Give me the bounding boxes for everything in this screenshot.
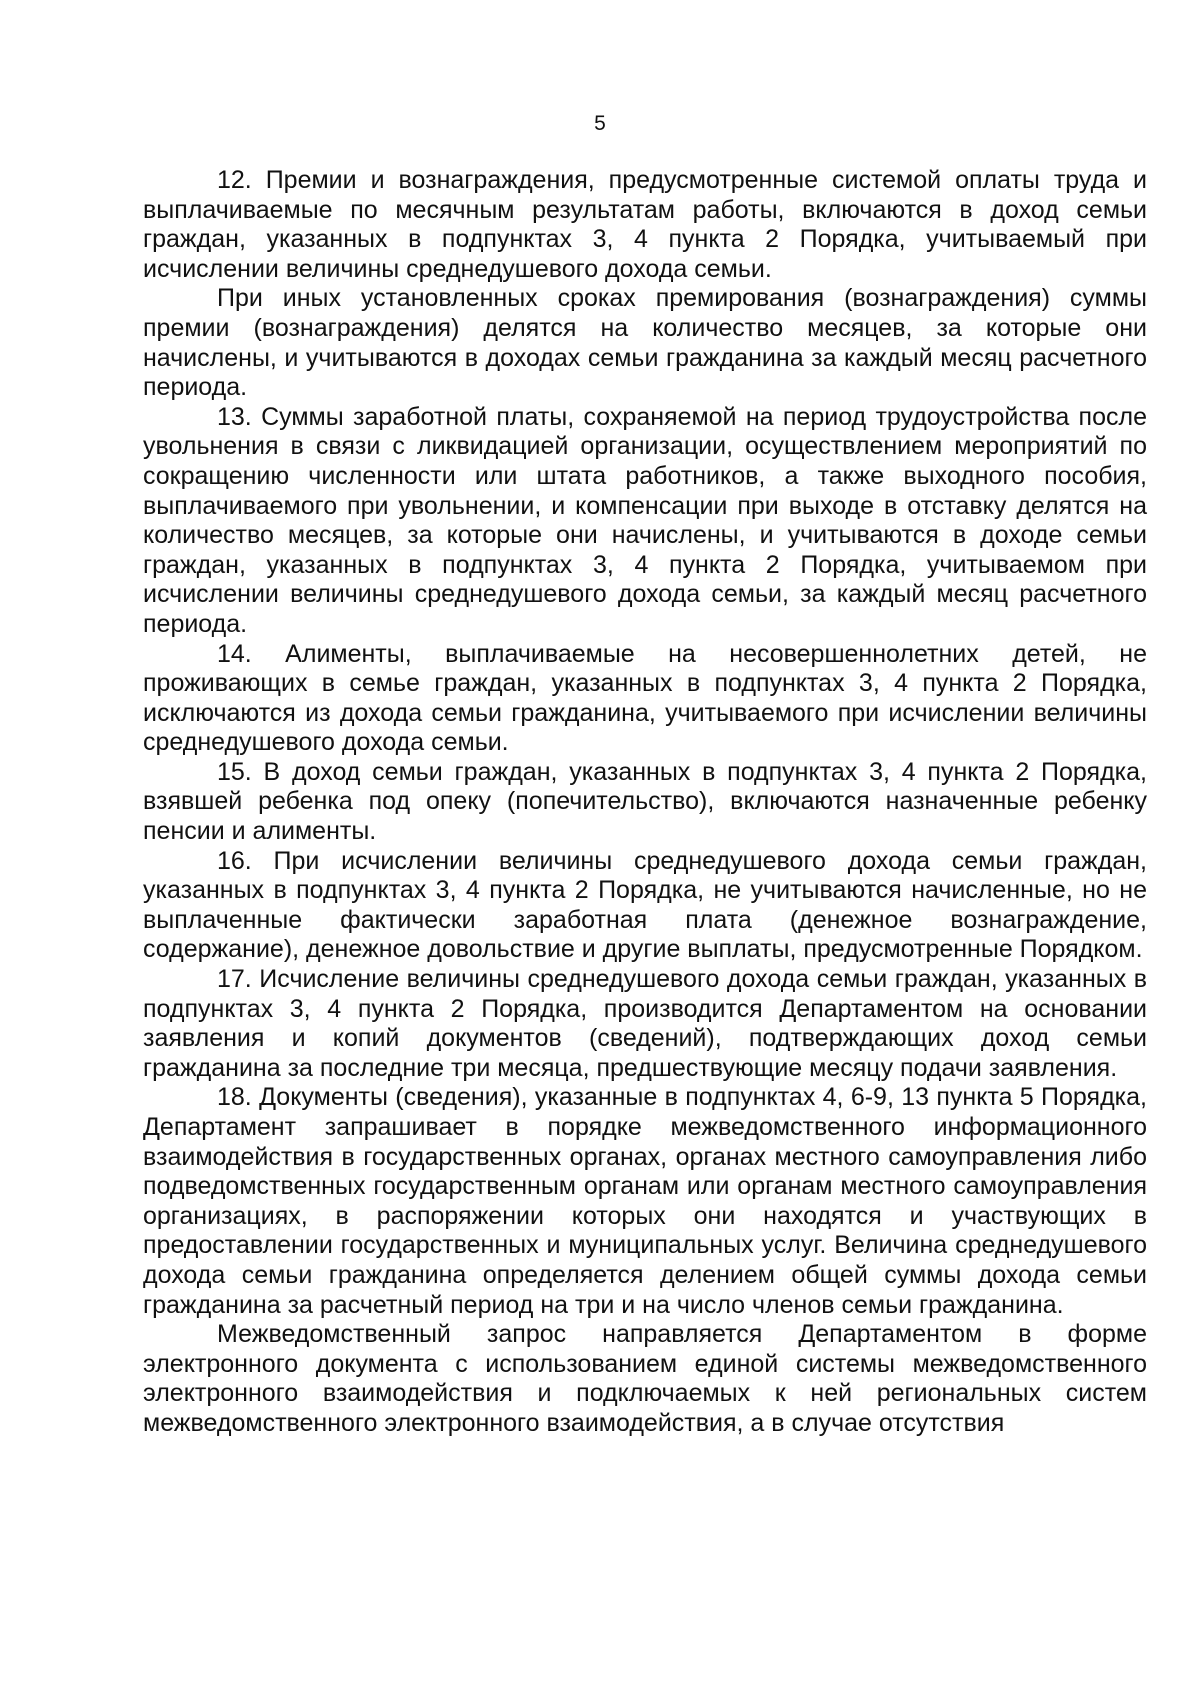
paragraph-14: 14. Алименты, выплачиваемые на несовершеннолетних детей, не проживающих в семье граждан, указанных в подпунктах 3, 4 пункта 2 Порядка, исключаются из дохода семьи гражданина, учитываемого при исчислении величины среднедушевого дохода семьи.: [143, 639, 1147, 757]
paragraph-12: 12. Премии и вознаграждения, предусмотренные системой оплаты труда и выплачиваемые по месячным результатам работы, включаются в доход семьи граждан, указанных в подпунктах 3, 4 пункта 2 Порядка, учитываемый при исчислении величины среднедушевого дохода семьи.: [143, 166, 1147, 283]
paragraph-12-bonus-periods: При иных установленных сроках премирования (вознаграждения) суммы премии (вознаграждения) делятся на количество месяцев, за которые они начислены, и учитываются в доходах семьи гражданина за каждый месяц расчетного периода.: [143, 284, 1147, 402]
paragraph-13: 13. Суммы заработной платы, сохраняемой на период трудоустройства после увольнения в связи с ликвидацией организации, осуществлением мероприятий по сокращению численности или штата работников, а также выходного пособия, выплачиваемого при увольнении, и компенсации при выходе в отставку делятся на количество месяцев, за которые они начислены, и учитываются в доходе семьи граждан, указанных в подпунктах 3, 4 пункта 2 Порядка, учитываемом при исчислении величины среднедушевого дохода семьи, за каждый месяц расчетного периода.: [143, 402, 1147, 638]
paragraph-16: 16. При исчислении величины среднедушевого дохода семьи граждан, указанных в подпунктах 3, 4 пункта 2 Порядка, не учитываются начисленные, но не выплаченные фактически заработная плата (денежное вознаграждение, содержание), денежное довольствие и другие выплаты, предусмотренные Порядком.: [143, 846, 1147, 964]
paragraph-15: 15. В доход семьи граждан, указанных в подпунктах 3, 4 пункта 2 Порядка, взявшей ребенка под опеку (попечительство), включаются назначенные ребенку пенсии и алименты.: [143, 757, 1147, 846]
paragraph-interagency-request: Межведомственный запрос направляется Департаментом в форме электронного документа с использованием единой системы межведомственного электронного взаимодействия и подключаемых к ней региональных систем межведомственного электронного взаимодействия, а в случае отсутствия: [143, 1320, 1147, 1437]
page-number: 5: [594, 112, 606, 135]
paragraph-18: 18. Документы (сведения), указанные в подпунктах 4, 6-9, 13 пункта 5 Порядка, Департамент запрашивает в порядке межведомственного информационного взаимодействия в государственных органах, органах местного самоуправления либо подведомственных государственным органам или органам местного самоуправления организациях, в распоряжении которых они находятся и участвующих в предоставлении государственных и муниципальных услуг. Величина среднедушевого дохода семьи гражданина определяется делением общей суммы дохода семьи гражданина за расчетный период на три и на число членов семьи гражданина.: [143, 1083, 1147, 1319]
paragraph-17: 17. Исчисление величины среднедушевого дохода семьи граждан, указанных в подпунктах 3, 4 пункта 2 Порядка, производится Департаментом на основании заявления и копий документов (сведений), подтверждающих доход семьи гражданина за последние три месяца, предшествующие месяцу подачи заявления.: [143, 965, 1147, 1082]
document-body: [143, 166, 1147, 1439]
